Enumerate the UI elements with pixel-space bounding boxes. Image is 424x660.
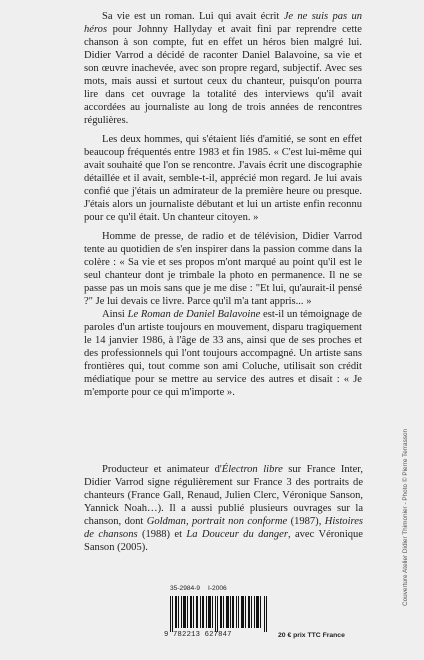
blurb-paragraph-3: Homme de presse, de radio et de télévision, Didier Varrod tente au quotidien de s'en inspirer dans la passion comme dans la colère : « Sa vie et ses propos m'ont marqué au point qu'il est le seul chanteur dont je trimbale la photo en permanence. Il ne se passe pas un mois sans que je me dise : "Et lui, qu'aurait-il pensé ?" Je lui devais ce livre. Parce qu'il m'a tant appris... » [84,231,362,307]
text-run: , avec Véronique Sanson (2005). [84,529,363,553]
blurb-paragraph-1 [84,10,362,127]
text-run: est-il un témoignage de paroles d'un artiste toujours en mouvement, disparu tragiquement le 14 janvier 1986, à l'âge de 33 ans, ainsi que de ses proches et des professionnels qui l'ont toujours accompagné. Un artiste sans frontières qui, tout comme son ami Coluche, utilisait son crédit médiatique pour se mettre au service des autres et disait : « Je m'emporte pour ce qui m'importe ». [84,309,362,398]
book-title: Goldman, portrait non conforme [146,516,288,527]
book-title: Histoires de chansons [84,516,364,540]
print-code: I-2006 [208,585,227,592]
blurb-paragraph-2: Les deux hommes, qui s'étaient liés d'amitié, se sont en effet beaucoup fréquentés entre 1983 et fin 1985. « C'est lui-même qui avait souhaité que l'on se rencontre. J'avais écrit une discographie détaillée et il avait, semble-t-il, apprécié mon regard. Je lui avais confié que j'étais un admirateur de la première heure ou presque. J'étais alors un journaliste débutant et lui un artiste enfin reconnu pour ce qu'il était. Un chanteur citoyen. » [84,134,362,223]
bio-paragraph [84,463,363,554]
blurb-paragraph-4 [84,308,362,399]
show-title: Électron libre [221,464,283,475]
text-run: (1988) et [137,529,187,540]
book-title: Le Roman de Daniel Balavoine [127,309,261,320]
text-run: pour Johnny Hallyday et avait fini par reprendre cette chanson à son compte, fut en effet un héros bien malgré lui. Didier Varrod a décidé de raconter Daniel Balavoine, sa vie et son œuvre inachevée, avec son propre regard, subjectif. Avec ses mots, mais aussi et surtout ceux du chanteur, puisqu'on pourra lire dans cet ouvrage la totalité des interviews qu'il avait accordées au journaliste au long de trois années de rencontres régulières. [84,24,362,126]
text-run: sur France Inter, Didier Varrod signe régulièrement sur France 3 des portraits de chanteurs (France Gall, Renaud, Julien Clerc, Véronique Sanson, Yannick Noah…). Il a aussi publié plusieurs ouvrages sur la chanson, dont [84,464,364,527]
isbn-code: 35-2984-9 [170,585,201,592]
text-run: Sa vie est un roman. Lui qui avait écrit [102,11,284,22]
text-run: (1987), [287,516,325,527]
barcode-block [164,585,350,649]
barcode-number: 9 782213 627847 [164,631,232,639]
text-run: Ainsi [102,309,128,320]
text-run: Producteur et animateur d' [102,464,222,475]
author-bio [84,463,363,554]
price-label: 20 € prix TTC France [278,632,345,639]
back-cover-blurb [84,10,362,405]
book-title: La Douceur du danger [186,529,288,540]
barcode-image [170,596,270,632]
cover-credit: Couverture Atelier Didier Thimonier - Photo © Pierre Terrasson [402,428,409,606]
song-title: Je ne suis pas un héros [84,11,362,35]
